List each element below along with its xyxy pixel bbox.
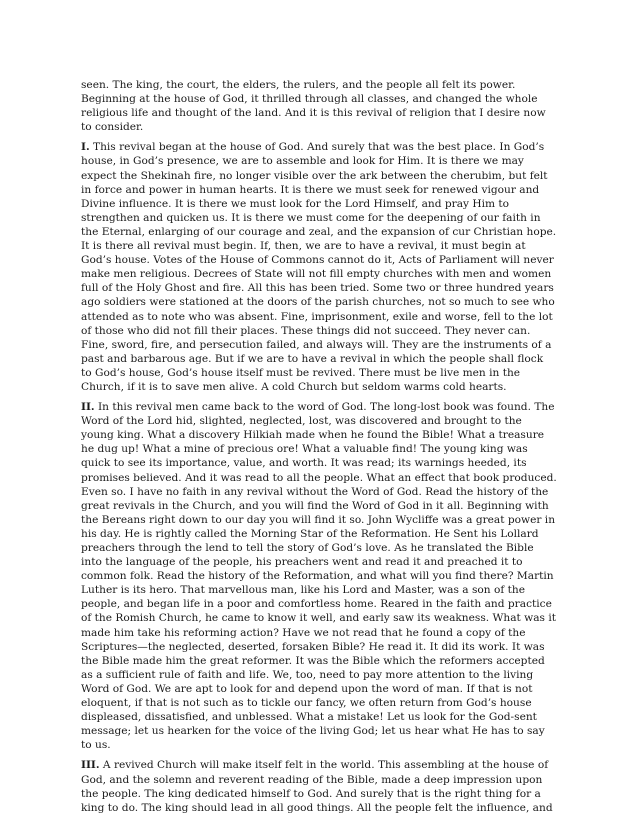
paragraph-number: II. xyxy=(81,401,95,414)
paragraph-text: This revival began at the house of God. And surely that was the best place. In God’s house, in God’s presence, we are to assemble and look for Him. It is there we may expect the Shekinah fire, no longer visible over the ark between the cherubim, but felt in force and power in human hearts. It is there we must seek for renewed vigour and Divine influence. It is there we must look for the Lord Himself, and pray Him to strengthen and quicken us. It is there we must come for the deepening of our faith in the Eternal, enlarging of our courage and zeal, and the expansion of cur Christian hope. It is there all revival must begin. If, then, we are to have a revival, it must begin at God’s house. Votes of the House of Commons cannot do it, Acts of Parliament will never make men religious. Decrees of State will not fill empty churches with men and women full of the Holy Ghost and fire. All this has been tried. Some two or three hundred years ago soldiers were stationed at the doors of the parish churches, not so much to see who attended as to note who was absent. Fine, imprisonment, exile and worse, fell to the lot of those who did not fill their places. These things did not succeed. They never can. Fine, sword, fire, and persecution failed, and always will. They are the instruments of a past and barbarous age. But if we are to have a revival in which the people shall flock to God’s house, God’s house itself must be revived. There must be live men in the Church, if it is to save men alive. A cold Church but seldom warms cold hearts. xyxy=(81,141,557,393)
paragraph-intro xyxy=(81,78,557,134)
paragraph-number: III. xyxy=(81,759,100,772)
paragraph-text: seen. The king, the court, the elders, the rulers, and the people all felt its power. Beginning at the house of God, it thrilled through all classes, and changed the whole religious life and thought of the land. And it is this revival of religion that I desire now to consider. xyxy=(81,79,546,134)
paragraph-section-1 xyxy=(81,140,557,394)
paragraph-section-2 xyxy=(81,400,557,752)
paragraph-text: In this revival men came back to the word of God. The long-lost book was found. The Word of the Lord hid, slighted, neglected, lost, was discovered and brought to the young king. What a discovery Hilkiah made when he found the Bible! What a treasure he dug up! What a mine of precious ore! What a valuable find! The young king was quick to see its importance, value, and worth. It was read; its warnings heeded, its promises believed. And it was read to all the people. What an effect that book produced. Even so. I have no faith in any revival without the Word of God. Read the history of the great revivals in the Church, and you will find the Word of God in it all. Beginning with the Bereans right down to our day you will find it so. John Wycliffe was a great power in his day. He is rightly called the Morning Star of the Reformation. He Sent his Lollard preachers through the lend to tell the story of God’s love. As he translated the Bible into the language of the people, his preachers went and read it and preached it to common folk. Read the history of the Reformation, and what will you find there? Martin Luther is its hero. That marvellous man, like his Lord and Master, was a son of the people, and began life in a poor and comfortless home. Reared in the faith and practice of the Romish Church, he came to know it well, and early saw its weakness. What was it made him take his reforming action? Have we not read that he found a copy of the Scriptures—the neglected, deserted, forsaken Bible? He read it. It did its work. It was the Bible made him the great reformer. It was the Bible which the reformers accepted as a sufficient rule of faith and life. We, too, need to pay more attention to the living Word of God. We are apt to look for and depend upon the word of man. If that is not eloquent, if that is not such as to tickle our fancy, we often return from God’s house displeased, dissatisfied, and unblessed. What a mistake! Let us look for the God-sent message; let us hearken for the voice of the living God; let us hear what He has to say to us. xyxy=(81,401,557,752)
document-page xyxy=(81,78,557,821)
paragraph-section-3 xyxy=(81,758,557,814)
paragraph-number: I. xyxy=(81,141,90,154)
paragraph-text: A revived Church will make itself felt in the world. This assembling at the house of God, and the solemn and reverent reading of the Bible, made a deep impression upon the people. The king dedicated himself to God. And surely that is the right thing for a king to do. The king should lead in all good things. All the people felt the influence, and xyxy=(81,759,553,814)
